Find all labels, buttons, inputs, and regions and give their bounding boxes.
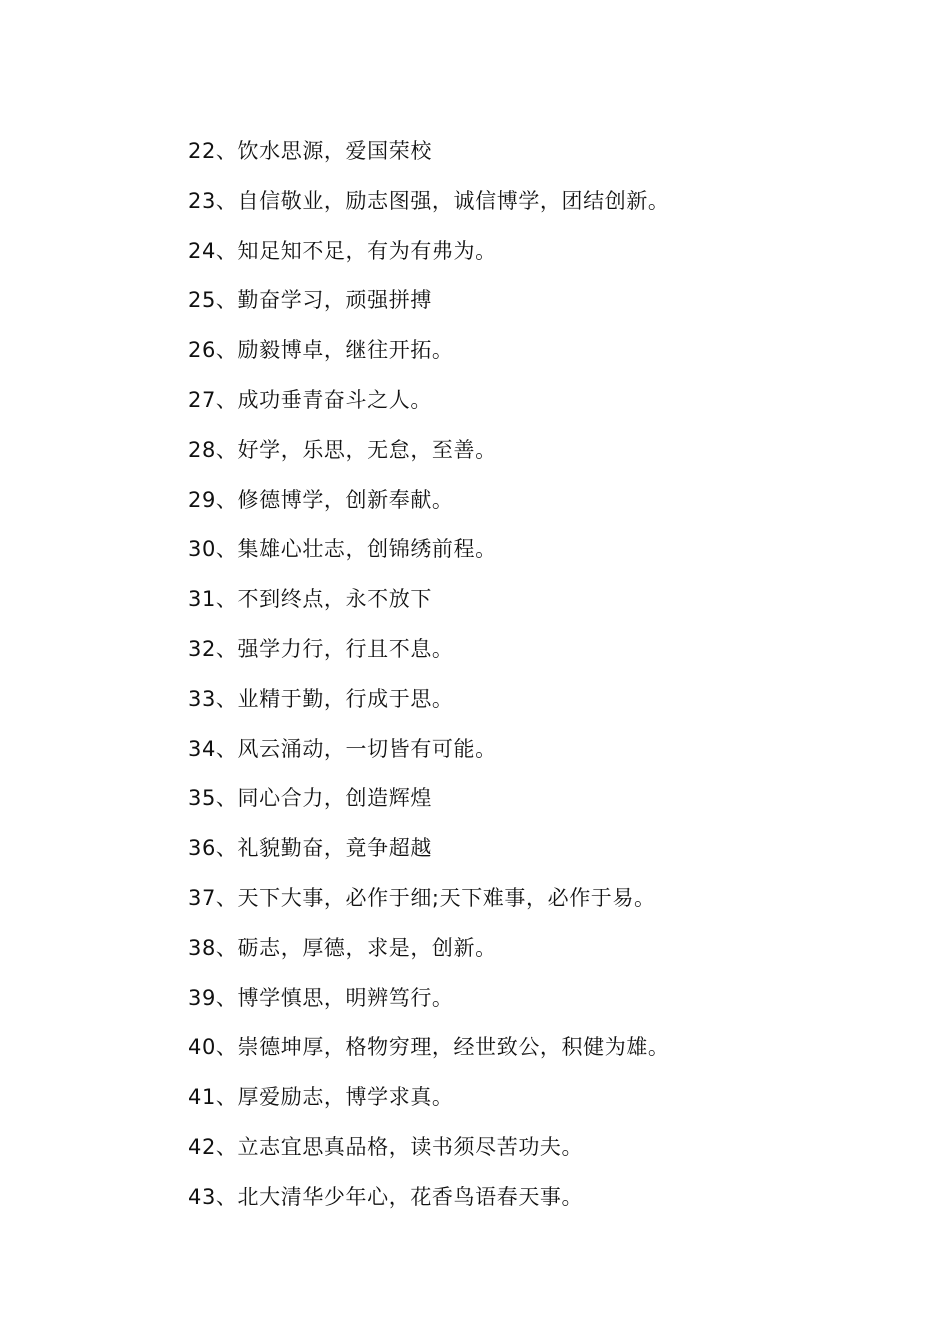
list-item: 35、同心合力，创造辉煌 — [188, 786, 432, 811]
list-item: 36、礼貌勤奋，竟争超越 — [188, 836, 432, 861]
list-item: 27、成功垂青奋斗之人。 — [188, 387, 432, 412]
list-item: 31、不到终点，永不放下 — [188, 587, 432, 612]
list-item: 37、天下大事，必作于细;天下难事，必作于易。 — [188, 885, 656, 910]
list-item: 42、立志宜思真品格，读书须尽苦功夫。 — [188, 1134, 584, 1159]
list-item: 33、业精于勤，行成于思。 — [188, 686, 454, 711]
list-item: 41、厚爱励志，博学求真。 — [188, 1085, 454, 1110]
list-item: 43、北大清华少年心，花香鸟语春天事。 — [188, 1184, 584, 1209]
list-item: 24、知足知不足，有为有弗为。 — [188, 238, 497, 263]
list-item: 29、修德博学，创新奉献。 — [188, 487, 454, 512]
list-item: 26、励毅博卓，继往开拓。 — [188, 338, 454, 363]
list-item: 30、集雄心壮志，创锦绣前程。 — [188, 537, 497, 562]
list-item: 22、饮水思源，爱国荣校 — [188, 139, 432, 163]
list-item: 40、崇德坤厚，格物穷理，经世致公，积健为雄。 — [188, 1035, 670, 1060]
list-item: 34、风云涌动，一切皆有可能。 — [188, 736, 497, 761]
list-item: 32、强学力行，行且不息。 — [188, 636, 454, 661]
list-item: 39、博学慎思，明辨笃行。 — [188, 985, 454, 1010]
list-item: 23、自信敬业，励志图强，诚信博学，团结创新。 — [188, 188, 670, 213]
motto-list — [188, 130, 888, 1226]
list-item: 25、勤奋学习，顽强拼搏 — [188, 288, 432, 313]
list-item: 38、砺志，厚德，求是，创新。 — [188, 935, 497, 960]
list-item: 28、好学，乐思，无怠，至善。 — [188, 437, 497, 462]
